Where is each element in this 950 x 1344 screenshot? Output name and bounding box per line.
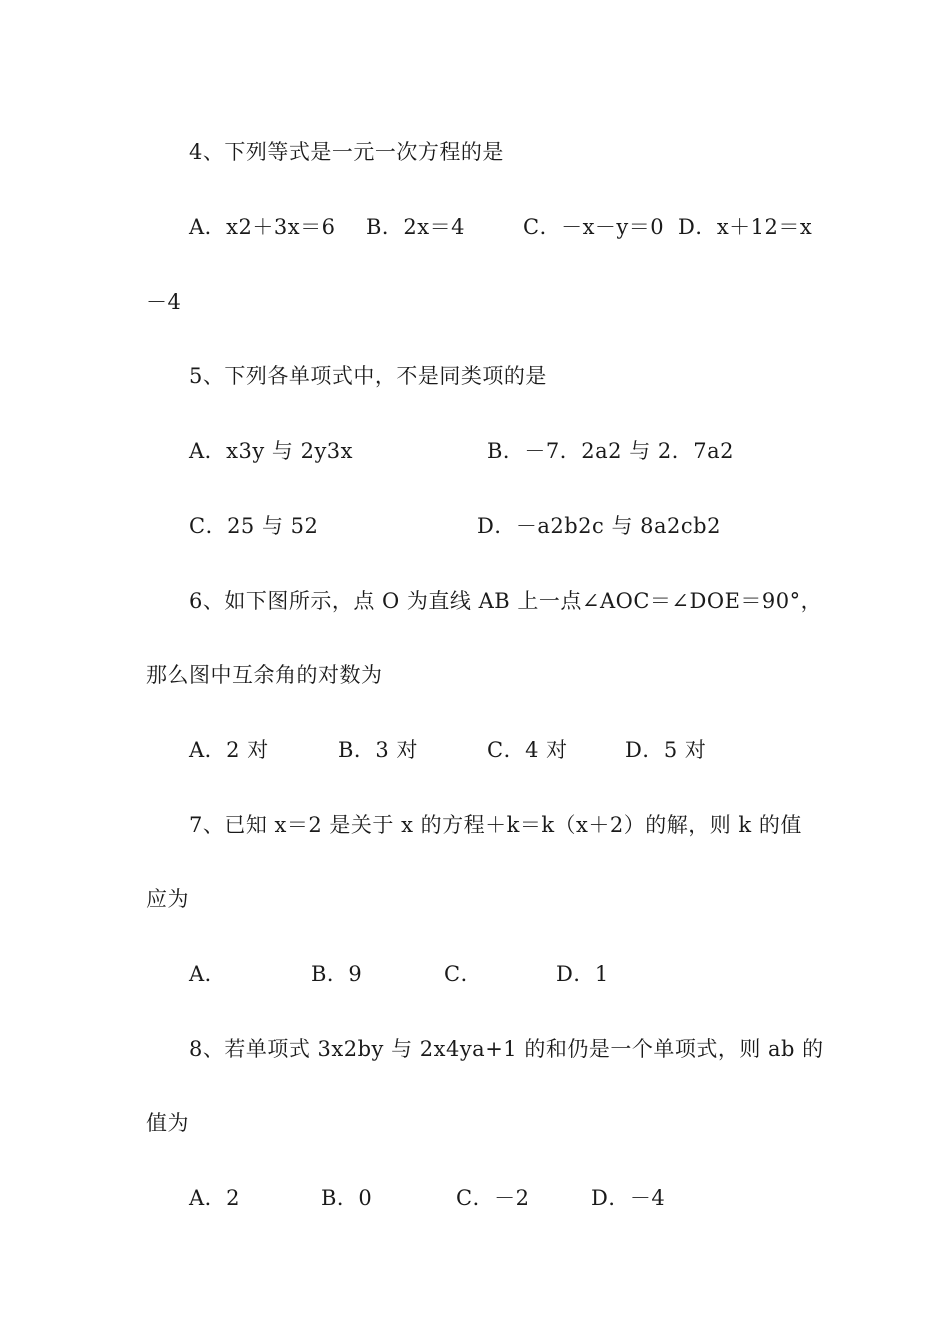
question-4-option-d: D．x＋12＝x [678, 215, 813, 239]
question-4-option-a: A．x2＋3x＝6 [189, 215, 336, 239]
question-8-stem-continued: 值为 [146, 1111, 189, 1135]
question-8-option-a: A．2 [189, 1186, 241, 1210]
question-8-option-b: B．0 [321, 1186, 373, 1210]
question-6-stem-continued: 那么图中互余角的对数为 [146, 663, 383, 687]
question-6-stem: 6、如下图所示，点 O 为直线 AB 上一点∠AOC＝∠DOE＝90°， [189, 589, 823, 613]
question-7-stem: 7、已知 x＝2 是关于 x 的方程＋k＝k（x＋2）的解，则 k 的值 [189, 813, 802, 837]
question-7-option-d: D．1 [556, 962, 609, 986]
question-8-stem: 8、若单项式 3x2by 与 2x4ya+1 的和仍是一个单项式，则 ab 的 [189, 1037, 824, 1061]
question-8-option-c: C．－2 [456, 1186, 530, 1210]
question-7-option-c: C． [444, 962, 483, 986]
question-8-option-d: D．－4 [591, 1186, 666, 1210]
question-5-stem: 5、下列各单项式中，不是同类项的是 [189, 364, 547, 388]
question-4-option-c: C．－x－y＝0 [523, 215, 665, 239]
question-4-stem: 4、下列等式是一元一次方程的是 [189, 140, 504, 164]
question-5-option-d: D．－a2b2c 与 8a2cb2 [477, 514, 721, 538]
question-7-option-b: B．9 [311, 962, 363, 986]
question-6-option-c: C．4 对 [487, 738, 568, 762]
question-5-option-c: C．25 与 52 [189, 514, 319, 538]
question-6-option-d: D．5 对 [625, 738, 707, 762]
question-7-stem-continued: 应为 [146, 887, 189, 911]
question-5-option-b: B．－7．2a2 与 2．7a2 [487, 439, 734, 463]
question-7-option-a: A． [189, 962, 227, 986]
question-4-option-b: B．2x＝4 [366, 215, 465, 239]
question-6-option-a: A．2 对 [189, 738, 269, 762]
question-5-option-a: A．x3y 与 2y3x [189, 439, 354, 463]
question-6-option-b: B．3 对 [338, 738, 418, 762]
question-4-option-d-wrap: －4 [146, 290, 182, 314]
